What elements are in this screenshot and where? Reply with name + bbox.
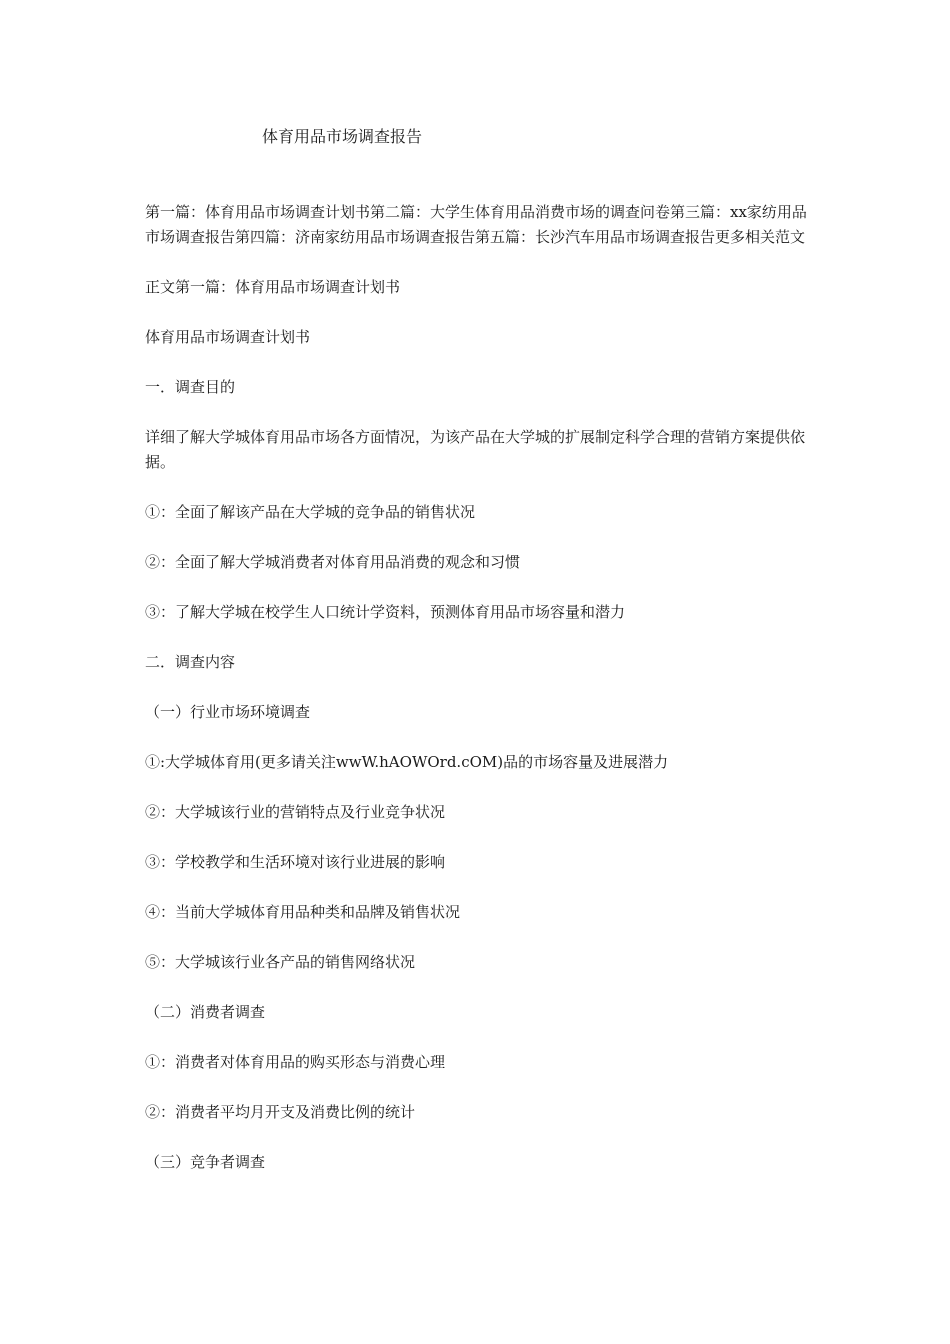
list-item: ②：大学城该行业的营销特点及行业竞争状况	[145, 803, 446, 821]
section-heading-purpose: 一．调查目的	[145, 378, 236, 396]
document-body	[145, 200, 813, 1200]
list-item: ②：消费者平均月开支及消费比例的统计	[145, 1103, 416, 1121]
list-item: ⑤：大学城该行业各产品的销售网络状况	[145, 953, 416, 971]
list-item: ③：了解大学城在校学生人口统计学资料，预测体育用品市场容量和潜力	[145, 603, 626, 621]
paragraph-purpose: 详细了解大学城体育用品市场各方面情况，为该产品在大学城的扩展制定科学合理的营销方案提供依据。	[145, 428, 806, 471]
subsection-heading-competitor: （三）竞争者调查	[145, 1153, 266, 1171]
list-item: ①:大学城体育用(更多请关注wwW.hAOWOrd.cOM)品的市场容量及进展潜力	[145, 753, 669, 771]
subsection-heading-consumer: （二）消费者调查	[145, 1003, 266, 1021]
paragraph-toc: 第一篇：体育用品市场调查计划书第二篇：大学生体育用品消费市场的调查问卷第三篇：xx家纺用品市场调查报告第四篇：济南家纺用品市场调查报告第五篇：长沙汽车用品市场调查报告更多相关范文	[145, 203, 807, 246]
list-item: ④：当前大学城体育用品种类和品牌及销售状况	[145, 903, 461, 921]
section-heading-content: 二．调查内容	[145, 653, 236, 671]
list-item: ②：全面了解大学城消费者对体育用品消费的观念和习惯	[145, 553, 521, 571]
subsection-heading-industry: （一）行业市场环境调查	[145, 703, 311, 721]
paragraph-plan-title: 体育用品市场调查计划书	[145, 328, 311, 346]
list-item: ①：全面了解该产品在大学城的竞争品的销售状况	[145, 503, 476, 521]
list-item: ①：消费者对体育用品的购买形态与消费心理	[145, 1053, 446, 1071]
document-title: 体育用品市场调查报告	[262, 127, 423, 146]
paragraph-main-heading: 正文第一篇：体育用品市场调查计划书	[145, 278, 401, 296]
list-item: ③：学校教学和生活环境对该行业进展的影响	[145, 853, 446, 871]
